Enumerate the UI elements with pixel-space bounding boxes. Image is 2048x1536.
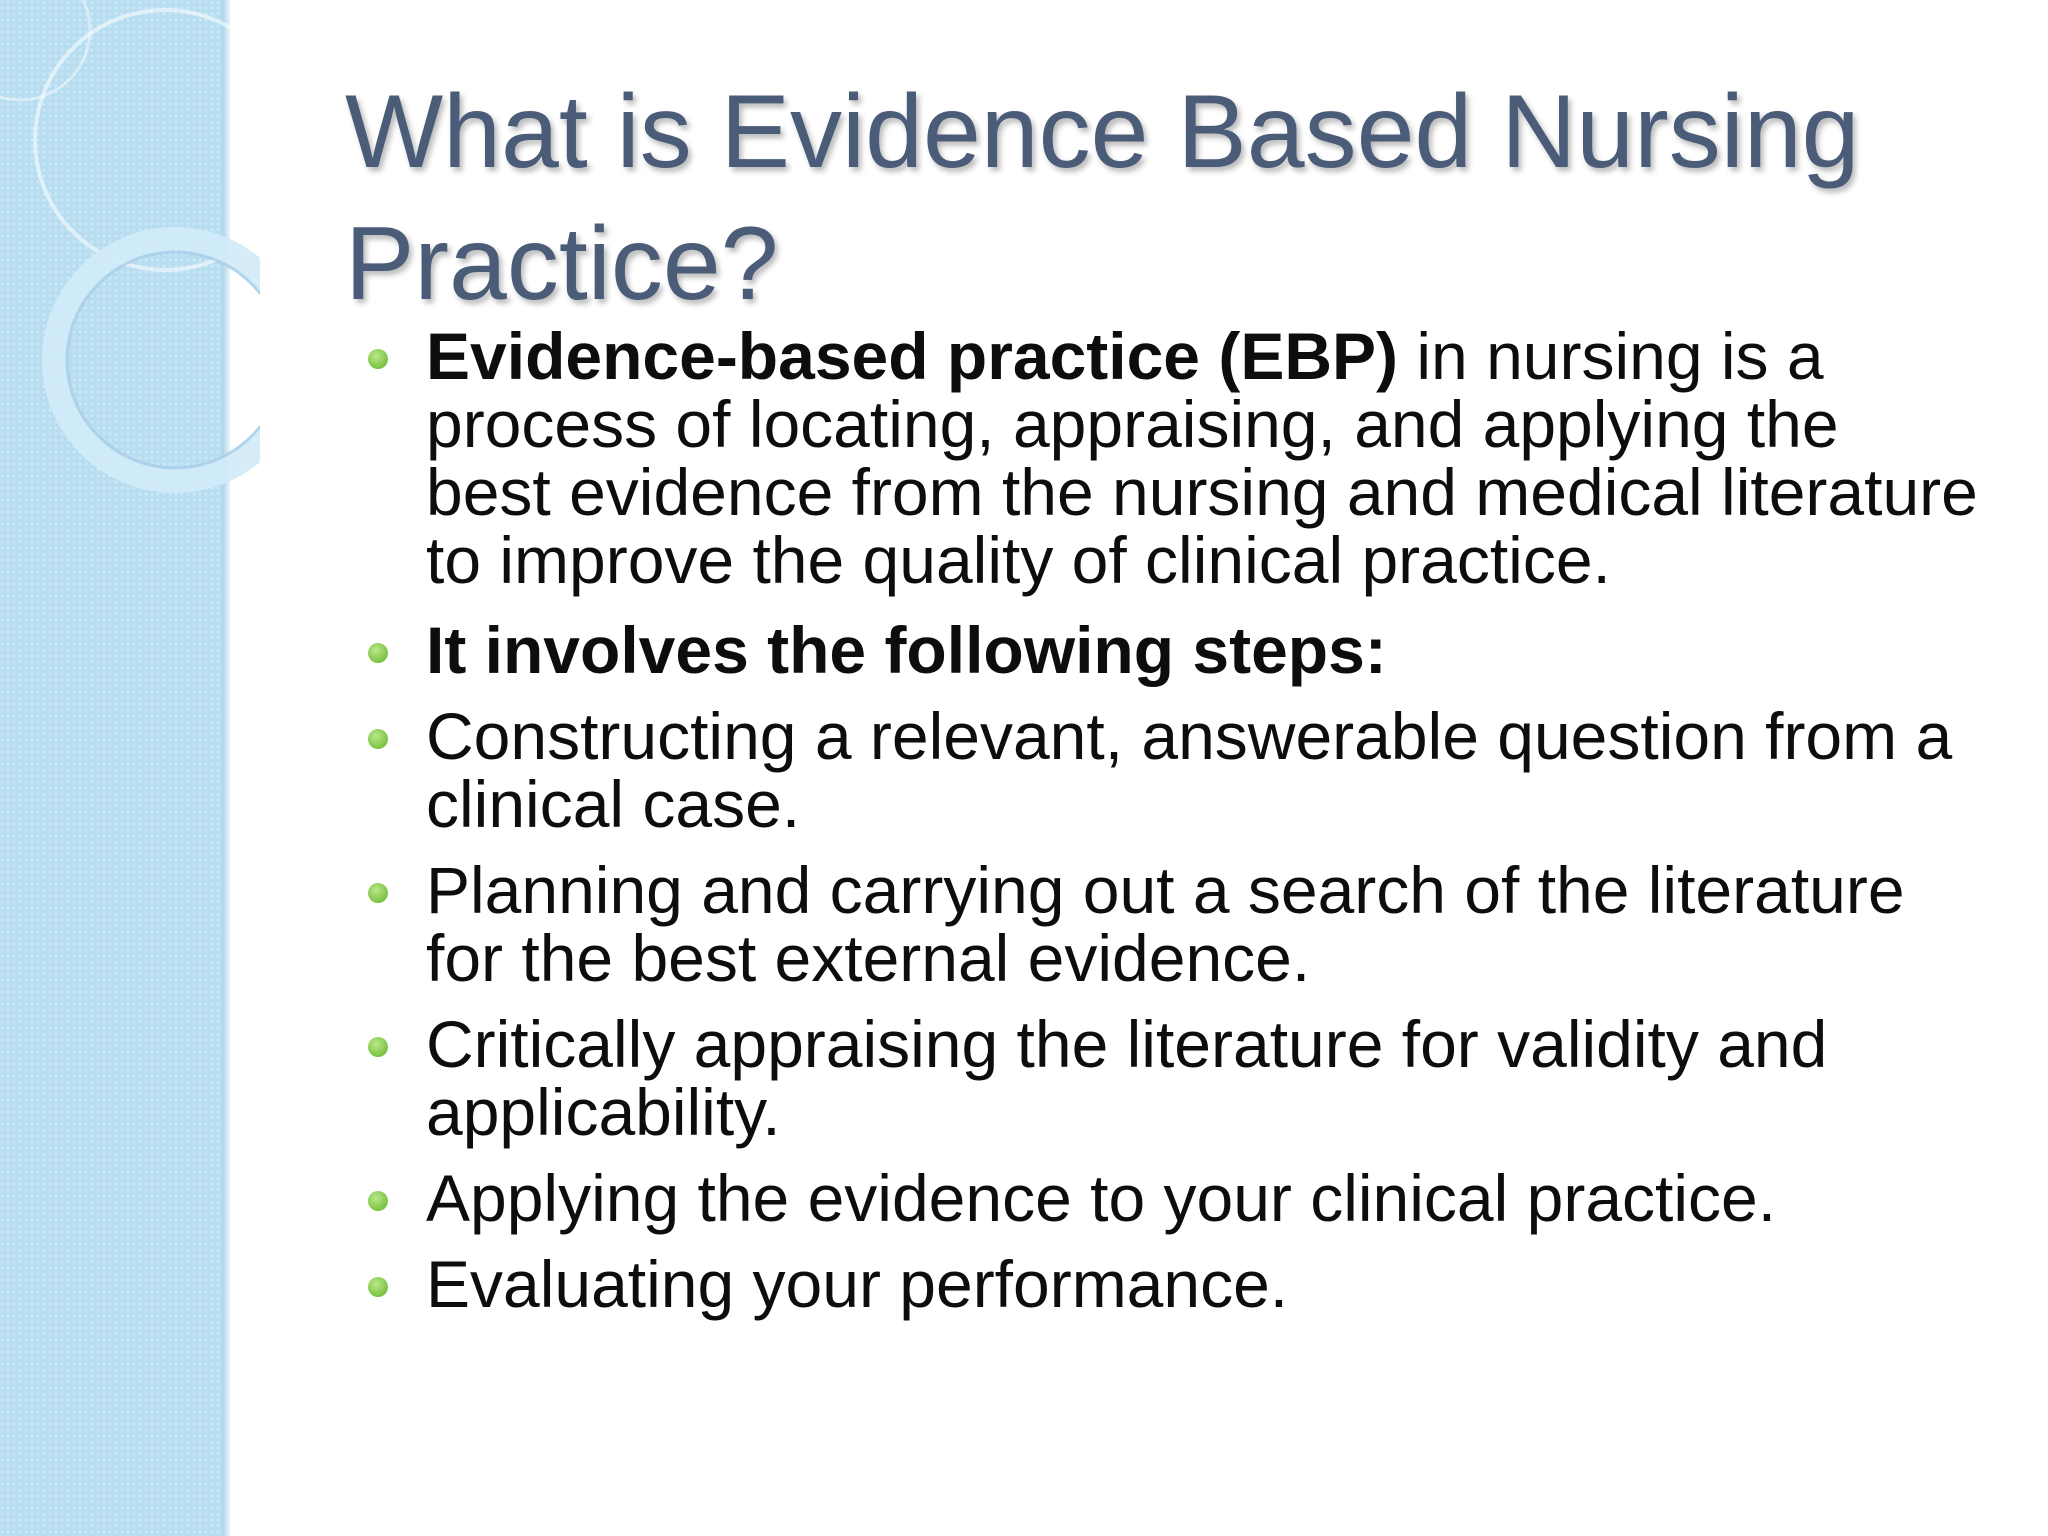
bullet-text: Constructing a relevant, answerable question from a clinical case. — [426, 699, 1953, 841]
decorative-circles — [0, 0, 260, 520]
bullet-text: Applying the evidence to your clinical practice. — [426, 1161, 1777, 1235]
bullet-dot-icon — [368, 643, 388, 663]
bullet-dot-icon — [368, 883, 388, 903]
bullet-text: Critically appraising the literature for validity and applicability. — [426, 1007, 1828, 1149]
bullet-dot-icon — [368, 1277, 388, 1297]
bullet-text: Evaluating your performance. — [426, 1247, 1289, 1321]
bullet-text: in nursing is a process of locating, appraising, and applying the best evidence from the nursing and medical literature to improve the quality of clinical practice. — [426, 319, 1978, 597]
bullet-item — [360, 613, 1980, 687]
bullet-item — [360, 1161, 1980, 1235]
bullet-list — [360, 319, 1980, 1336]
bullet-item — [360, 319, 1980, 597]
bullet-bold-text: It involves the following steps: — [426, 613, 1387, 687]
bullet-item — [360, 853, 1980, 995]
bullet-text: Planning and carrying out a search of the literature for the best external evidence. — [426, 853, 1905, 995]
slide-title: What is Evidence Based Nursing Practice? — [345, 74, 1860, 322]
bullet-dot-icon — [368, 349, 388, 369]
bullet-item — [360, 699, 1980, 841]
bullet-dot-icon — [368, 1037, 388, 1057]
bullet-bold-text: Evidence-based practice (EBP) — [426, 319, 1399, 393]
bullet-item — [360, 1247, 1980, 1321]
bullet-dot-icon — [368, 1191, 388, 1211]
bullet-item — [360, 1007, 1980, 1149]
bullet-dot-icon — [368, 729, 388, 749]
